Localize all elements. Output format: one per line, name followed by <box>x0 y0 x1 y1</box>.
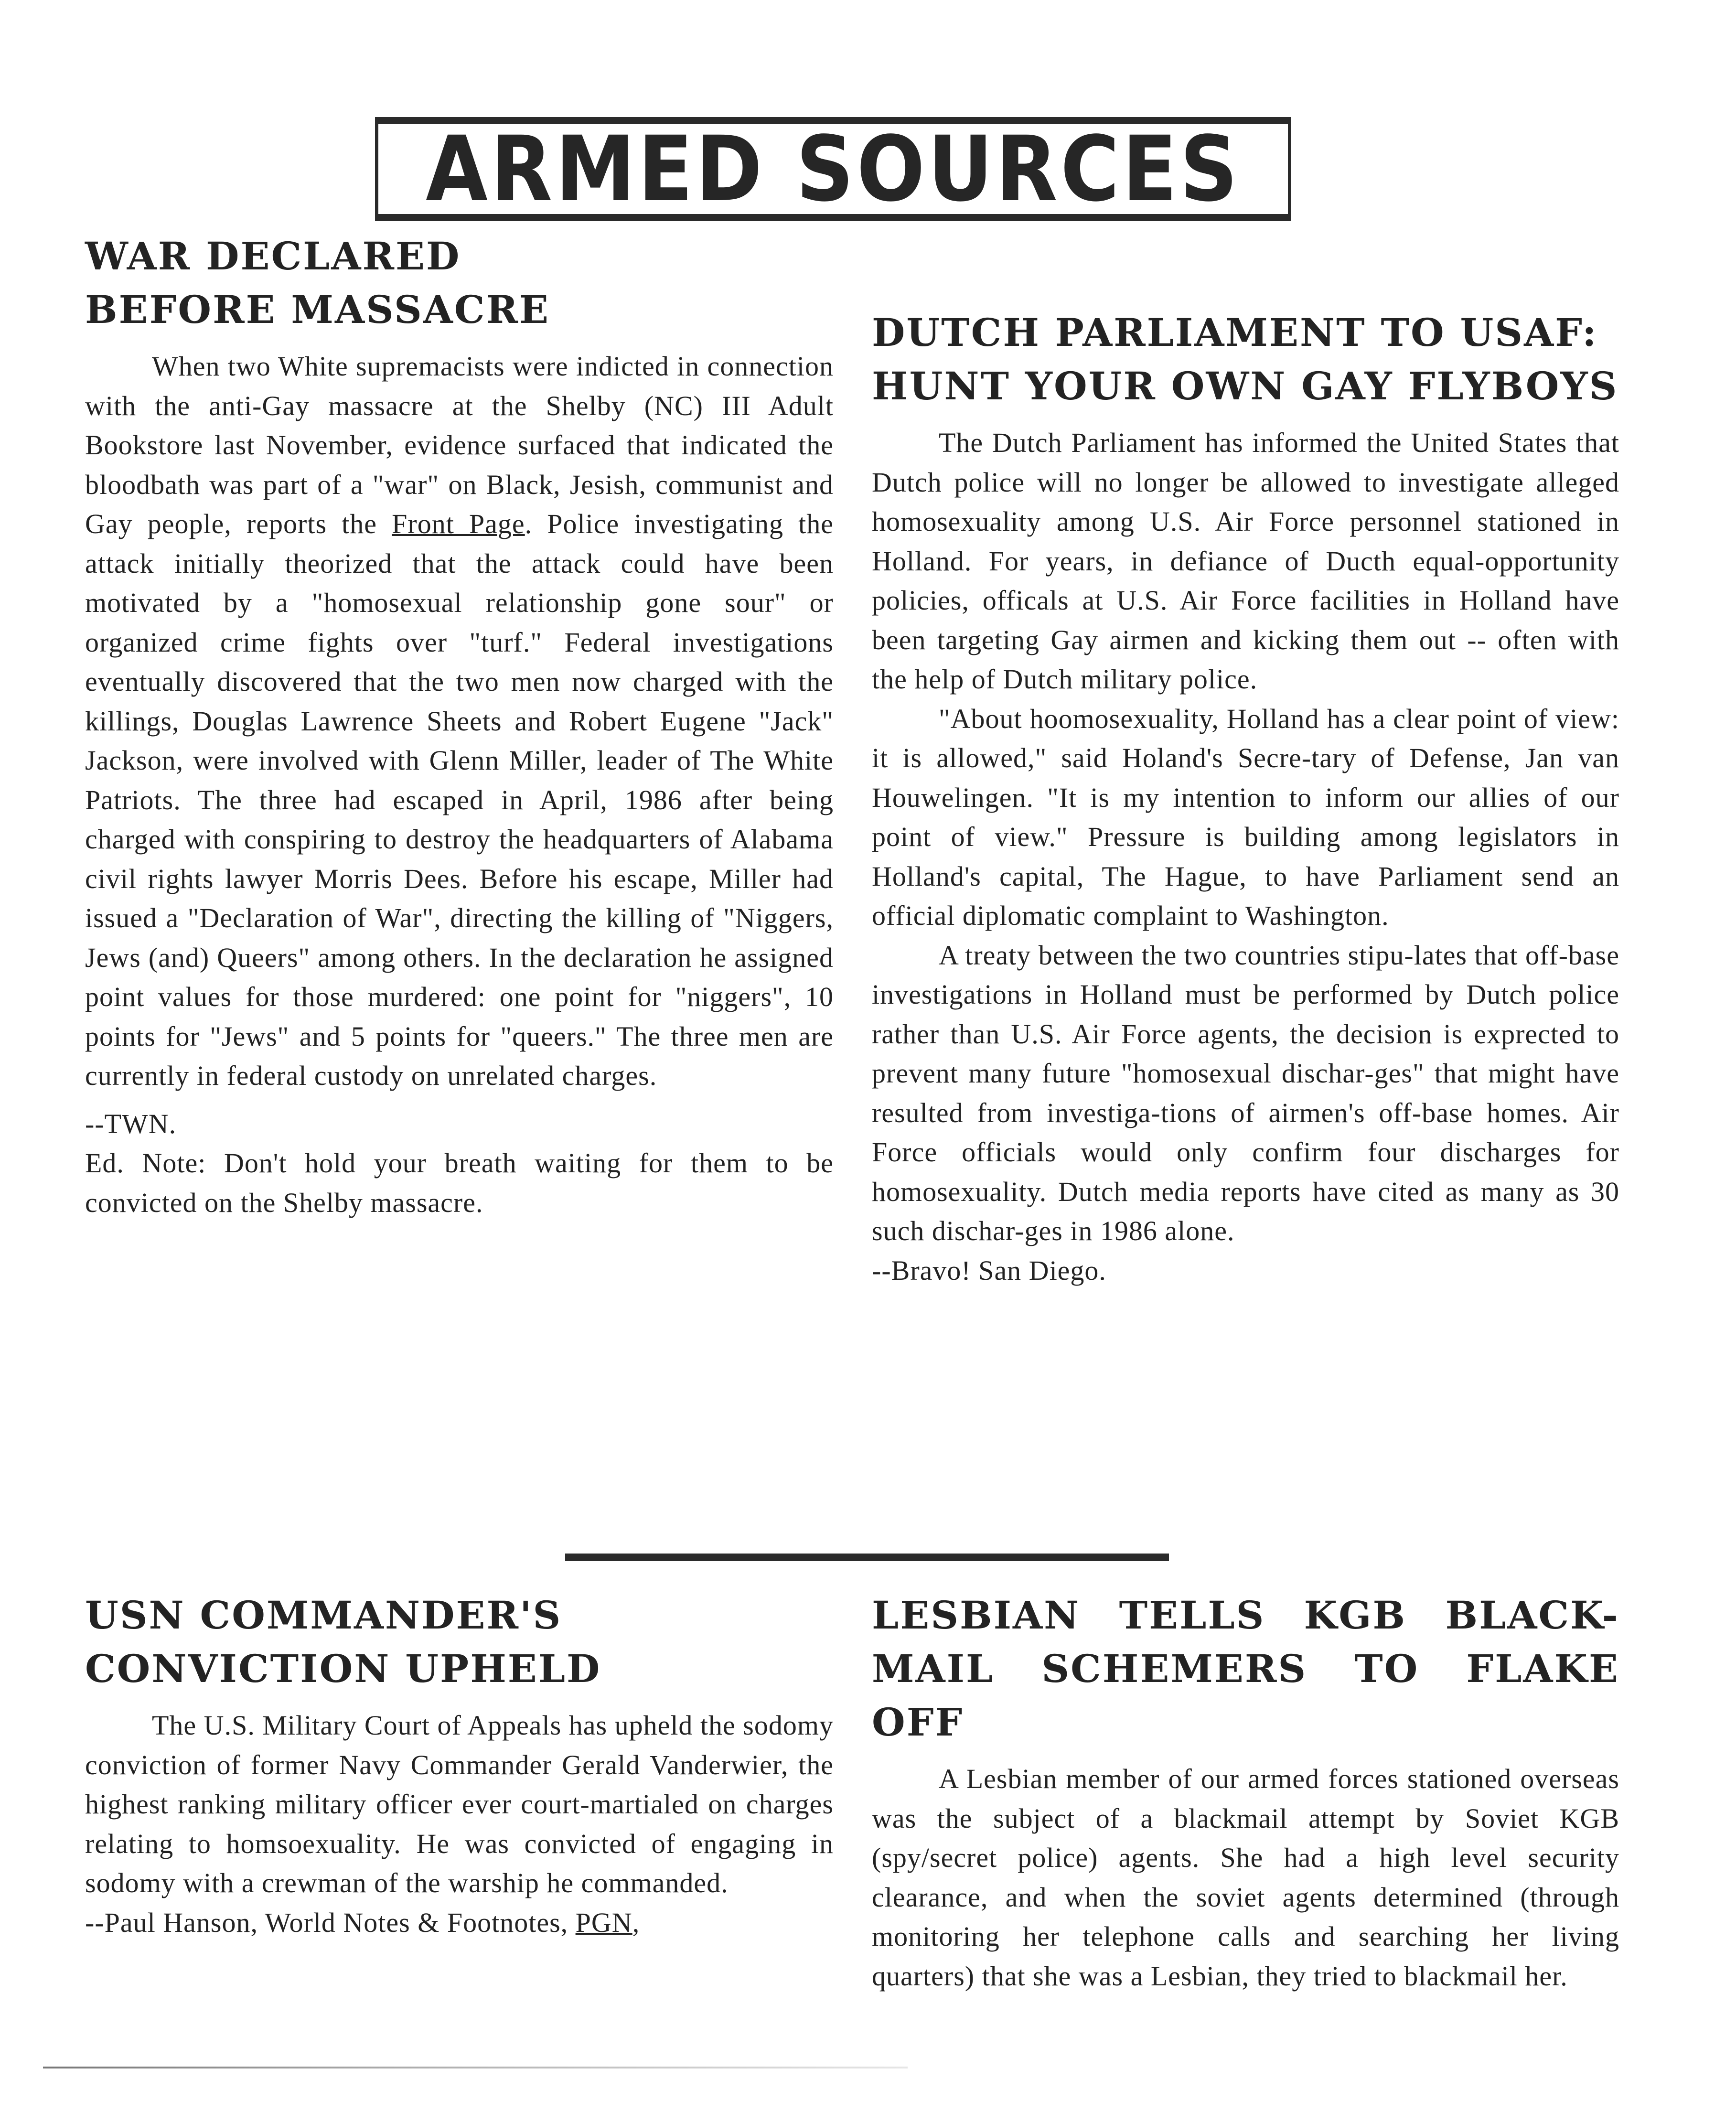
paragraph-text: . Police investigating the attack initially theorized that the attack could have been motivated by a "homosexual relationship gone sour" or organized crime fights over "turf." Federal investigations eventually discovered that the two men now charged with the killings, Douglas Lawrence Sheets and Robert Eugene "Jack" Jackson, were involved with Glenn Miller, leader of The White Patriots. The three had escaped in April, 1986 after being charged with conspiring to destroy the headquarters of Alabama civil rights lawyer Morris Dees. Before his escape, Miller had issued a "Declaration of War", directing the killing of "Niggers, Jews (and) Queers" among others. In the declaration he assigned point values for those murdered: one point for "niggers", 10 points for "Jews" and 5 points for "queers." The three men are currently in federal custody on unrelated charges. <box>85 508 834 1091</box>
article-credit <box>85 1903 834 1943</box>
article-paragraph <box>85 1706 834 1903</box>
section-divider <box>565 1554 1169 1561</box>
source-link-pgn: PGN <box>575 1907 632 1938</box>
article-paragraph <box>85 347 834 1096</box>
credit-text: --Paul Hanson, World Notes & Footnotes, <box>85 1907 576 1938</box>
headline-line: USN COMMANDER'S <box>85 1593 562 1638</box>
paragraph-text: When two White supremacists were indicted in connection with the anti-Gay massacre at the Shelby (NC) III Adult Bookstore last November, evidence surfaced that indicated the bloodbath was part of a "war" on Black, Jesish, communist and Gay people, reports the <box>85 351 834 539</box>
paragraph-text: A Lesbian member of our armed forces stationed overseas was the subject of a blackmail attempt by Soviet KGB (spy/secret police) agents. She had a high level security clearance, and when the soviet agents determined (through monitoring her telephone calls and searching her living quarters) that she was a Lesbian, they tried to blackmail her. <box>872 1763 1619 1992</box>
article-lesbian-kgb <box>872 1588 1619 1996</box>
article-headline <box>872 306 1619 413</box>
credit-punctuation: , <box>632 1907 640 1938</box>
article-paragraph <box>872 699 1619 936</box>
article-paragraph <box>872 1759 1619 1996</box>
headline-line: BEFORE MASSACRE <box>85 287 550 332</box>
paragraph-text: The Dutch Parliament has informed the United States that Dutch police will no longer be allowed to investigate alleged homosexuality among U.S. Air Force personnel stationed in Holland. For years, in defiance of Ducth equal-opportunity policies, officals at U.S. Air Force facilities in Holland have been targeting Gay airmen and kicking them out -- often with the help of Dutch military police. <box>872 427 1619 695</box>
headline-line: LESBIAN TELLS KGB BLACK- <box>872 1593 1619 1638</box>
masthead-box <box>375 117 1291 221</box>
article-dutch-parliament <box>872 306 1619 1290</box>
headline-line: CONVICTION UPHELD <box>85 1646 601 1691</box>
article-paragraph <box>872 423 1619 699</box>
paragraph-text: "About hoomosexuality, Holland has a clear point of view: it is allowed," said Holand's Secre-tary of Defense, Jan van Houwelingen. "It is my intention to inform our allies of our point of view." Pressure is building among legislators in Holland's capital, The Hague, to have Parliament send an official diplomatic complaint to Washington. <box>872 703 1619 931</box>
article-war-declared <box>85 229 834 1222</box>
headline-line: WAR DECLARED <box>85 234 461 279</box>
page-footer-rule <box>43 2067 908 2068</box>
article-credit: --Bravo! San Diego. <box>872 1254 1106 1286</box>
headline-line: MAIL SCHEMERS TO FLAKE OFF <box>872 1646 1619 1745</box>
article-headline <box>85 1588 834 1695</box>
article-headline <box>85 229 834 336</box>
headline-line: DUTCH PARLIAMENT TO USAF: <box>872 310 1598 355</box>
article-credit: --TWN. <box>85 1108 177 1139</box>
paragraph-text: A treaty between the two countries stipu-lates that off-base investigations in Holland must be performed by Dutch police rather than U.S. Air Force agents, the decision is exprected to prevent many future "homosexual dischar-ges" that might have resulted from investiga-tions of airmen's off-base homes. Air Force officials would only confirm four discharges for homosexuality. Dutch media reports have cited as many as 30 such dischar-ges in 1986 alone. <box>872 939 1619 1246</box>
source-link-front-page: Front Page <box>392 508 525 539</box>
article-usn-commander <box>85 1588 834 1942</box>
article-headline <box>872 1588 1619 1749</box>
section-title: ARMED SOURCES <box>426 117 1241 222</box>
headline-line: HUNT YOUR OWN GAY FLYBOYS <box>872 364 1618 408</box>
paragraph-text: The U.S. Military Court of Appeals has upheld the sodomy conviction of former Navy Commander Gerald Vanderwier, the highest ranking military officer ever court-martialed on charges relating to homsoexuality. He was convicted of engaging in sodomy with a crewman of the warship he commanded. <box>85 1710 834 1898</box>
editor-note: Ed. Note: Don't hold your breath waiting for them to be convicted on the Shelby massacre. <box>85 1147 834 1218</box>
article-paragraph <box>872 936 1619 1251</box>
